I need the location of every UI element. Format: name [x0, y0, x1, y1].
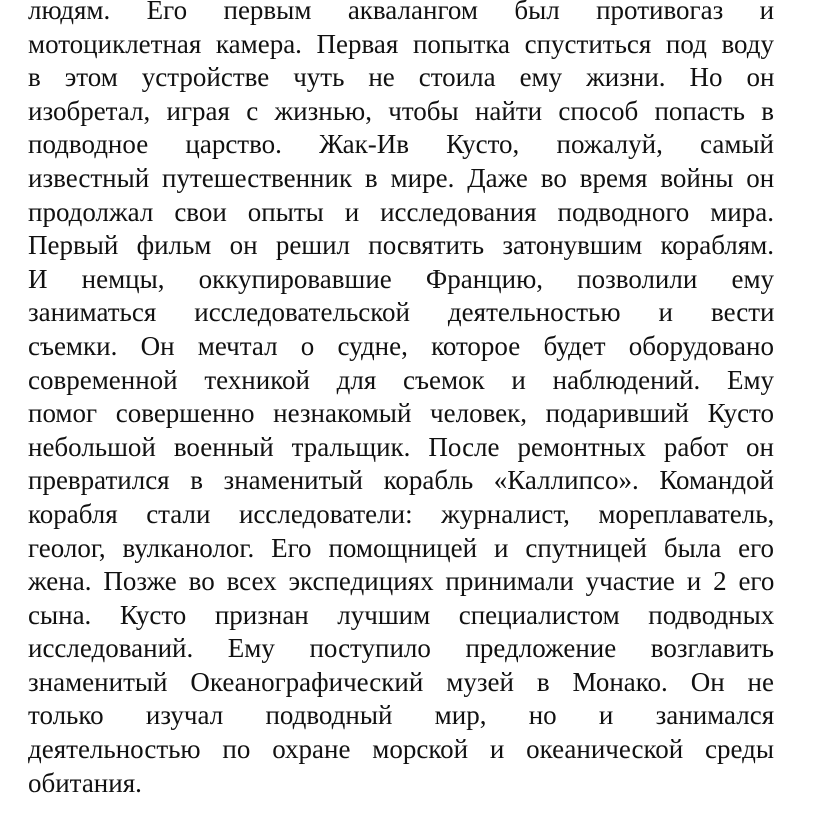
text-line: жена. Позже во всех экспедициях принимали участие и 2 его [28, 566, 774, 597]
text-line: только изучал подводный мир, но и занимался [28, 700, 774, 731]
text-line: продолжал свои опыты и исследования подводного мира. [28, 196, 774, 227]
text-line: знаменитый Океанографический музей в Монако. Он не [28, 666, 774, 697]
text-line: современной техникой для съемок и наблюдений. Ему [28, 364, 774, 395]
text-line: людям. Его первым аквалангом был противогаз и [28, 0, 774, 25]
text-line: превратился в знаменитый корабль «Каллипсо». Командой [28, 465, 774, 496]
text-line: подводное царство. Жак-Ив Кусто, пожалуй, самый [28, 129, 774, 160]
text-line: обитания. [28, 767, 142, 798]
text-line: известный путешественник в мире. Даже во время войны он [28, 162, 774, 193]
text-line: заниматься исследовательской деятельностью и вести [28, 297, 774, 328]
text-line: мотоциклетная камера. Первая попытка спуститься под воду [28, 28, 774, 59]
text-line: небольшой военный тральщик. После ремонтных работ он [28, 431, 774, 462]
text-line: корабля стали исследователи: журналист, мореплаватель, [28, 498, 774, 529]
text-line: в этом устройстве чуть не стоила ему жизни. Но он [28, 62, 774, 93]
text-line: геолог, вулканолог. Его помощницей и спутницей была его [28, 532, 774, 563]
text-line: деятельностью по охране морской и океанической среды [28, 734, 774, 765]
text-line: И немцы, оккупировавшие Францию, позволили ему [28, 263, 774, 294]
text-line: Первый фильм он решил посвятить затонувшим кораблям. [28, 230, 774, 261]
text-line: помог совершенно незнакомый человек, подаривший Кусто [28, 398, 774, 429]
text-line: сына. Кусто признан лучшим специалистом подводных [28, 599, 774, 630]
text-line: исследований. Ему поступило предложение возглавить [28, 633, 774, 664]
text-line: съемки. Он мечтал о судне, которое будет оборудовано [28, 330, 774, 361]
text-line: изобретал, играя с жизнью, чтобы найти способ попасть в [28, 95, 774, 126]
body-text [28, 0, 774, 800]
